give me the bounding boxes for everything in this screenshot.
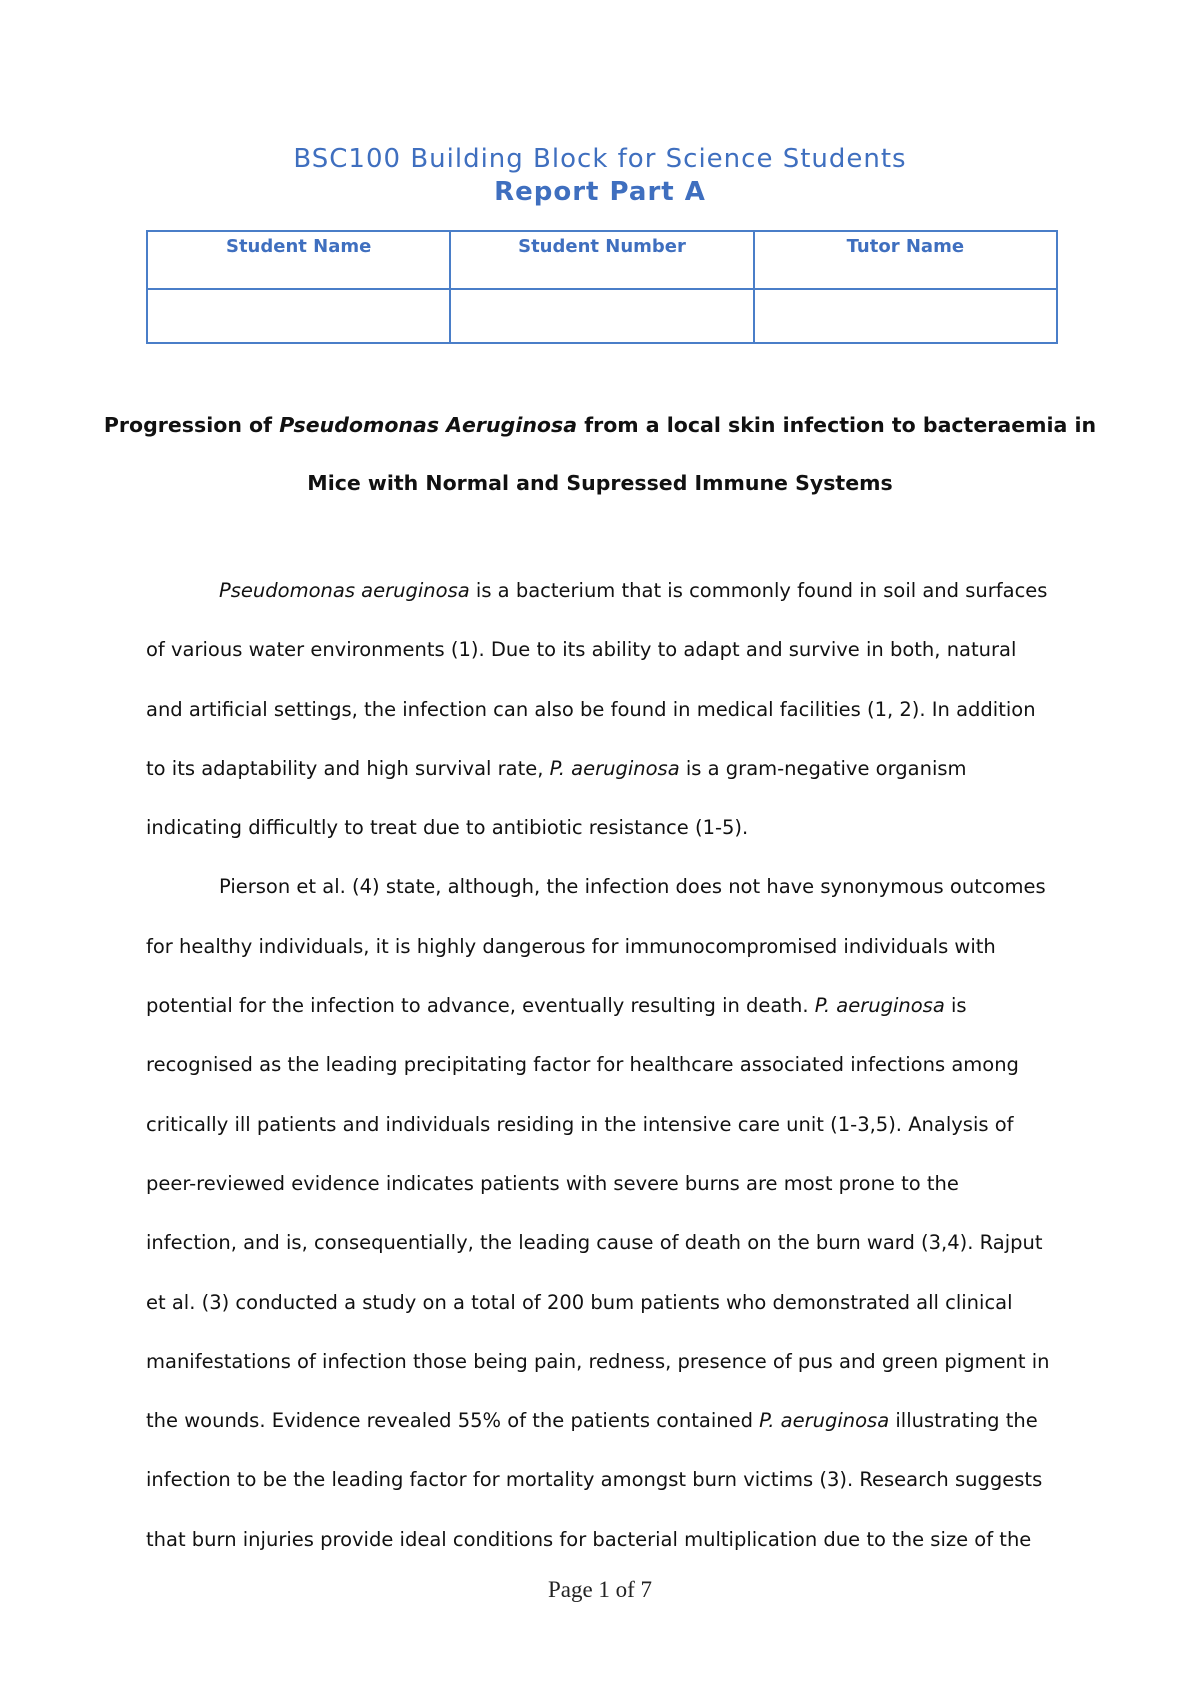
article-title-line (100, 396, 1100, 454)
body-line: that burn injuries provide ideal conditions for bacterial multiplication due to the size of the (146, 1527, 1032, 1551)
body-line: infection, and is, consequentially, the leading cause of death on the burn ward (3,4). Rajput (146, 1231, 1043, 1255)
body-line: the wounds. Evidence revealed 55% of the patients contained P. aeruginosa illustrating the (146, 1409, 1038, 1433)
body-line: recognised as the leading precipitating factor for healthcare associated infections among (146, 1053, 1019, 1077)
table-row (147, 289, 1057, 343)
article-title (100, 396, 1100, 512)
student-name-cell (147, 289, 450, 343)
body-line: peer-reviewed evidence indicates patients with severe burns are most prone to the (146, 1171, 959, 1195)
student-number-cell (450, 289, 753, 343)
body-line: potential for the infection to advance, eventually resulting in death. P. aeruginosa is (146, 994, 967, 1018)
body-line: for healthy individuals, it is highly dangerous for immunocompromised individuals with (146, 934, 996, 958)
page-number: Page 1 of 7 (547, 1577, 653, 1602)
body-line: infection to be the leading factor for mortality amongst burn victims (3). Research suggests (146, 1468, 1043, 1492)
body-line: indicating difficultly to treat due to antibiotic resistance (1-5). (146, 816, 749, 840)
article-title-line (100, 454, 1100, 512)
title-species-name: Pseudomonas Aeruginosa (279, 413, 578, 437)
course-title: BSC100 Building Block for Science Students (293, 144, 907, 174)
column-header-student-name: Student Name (147, 231, 450, 289)
body-line: et al. (3) conducted a study on a total of 200 bum patients who demonstrated all clinical (146, 1290, 1013, 1314)
body-line: to its adaptability and high survival rate, P. aeruginosa is a gram-negative organism (146, 756, 967, 780)
body-line: Pseudomonas aeruginosa is a bacterium that is commonly found in soil and surfaces (219, 579, 1048, 602)
column-header-student-number: Student Number (450, 231, 753, 289)
title-text: from a local skin infection to bacteraemia in (577, 413, 1097, 437)
report-title: Report Part A (494, 177, 706, 207)
body-line: critically ill patients and individuals residing in the intensive care unit (1-3,5). Analysis of (146, 1112, 1014, 1136)
student-info-table (146, 230, 1058, 344)
title-text: Mice with Normal and Supressed Immune Systems (307, 471, 893, 495)
tutor-name-cell (754, 289, 1057, 343)
body-line: Pierson et al. (4) state, although, the infection does not have synonymous outcomes (219, 875, 1046, 899)
body-line: manifestations of infection those being pain, redness, presence of pus and green pigment in (146, 1349, 1050, 1373)
body-line: of various water environments (1). Due to its ability to adapt and survive in both, natural (146, 638, 1017, 662)
body-line: and artificial settings, the infection can also be found in medical facilities (1, 2). In addition (146, 697, 1036, 721)
body-text (146, 561, 1066, 1569)
title-text: Progression of (103, 413, 280, 437)
table-header-row (147, 231, 1057, 289)
column-header-tutor-name: Tutor Name (754, 231, 1057, 289)
